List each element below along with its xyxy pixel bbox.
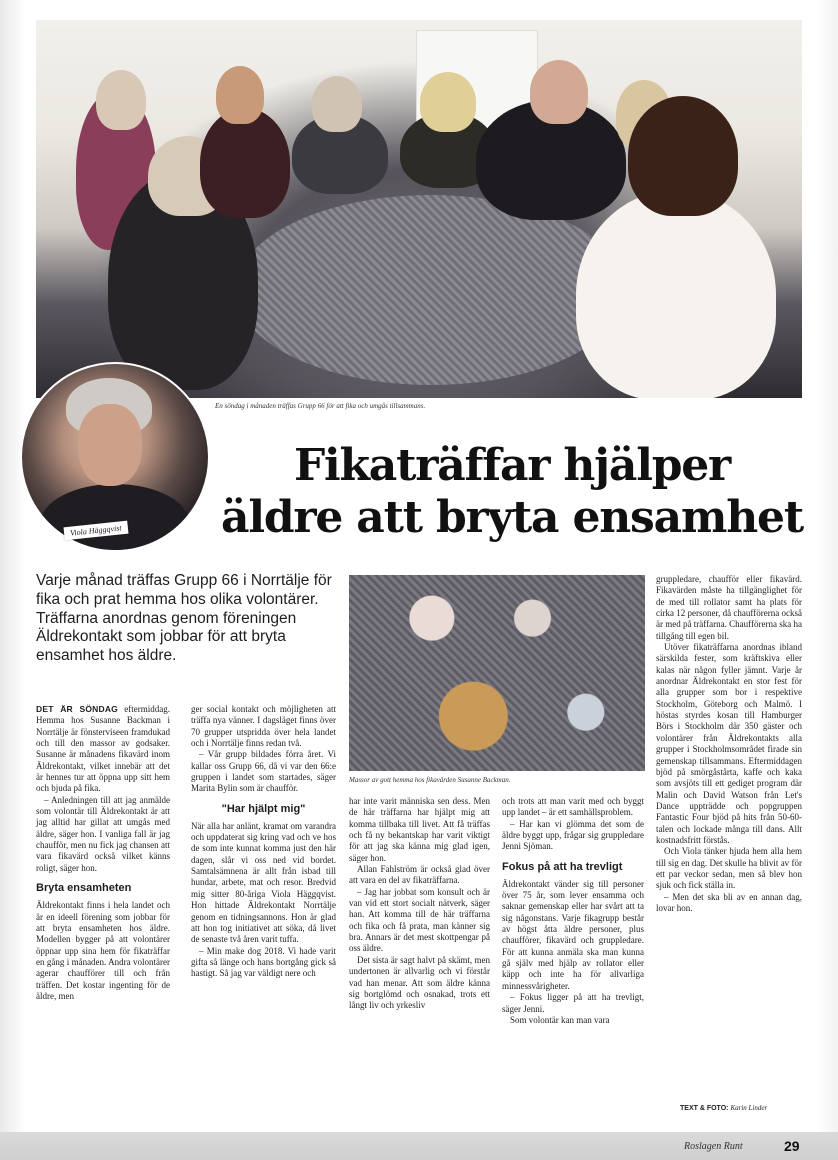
food-photo-caption: Massor av gott hemma hos fikavärden Susanne Backman.	[349, 776, 511, 784]
col1-paragraph-3: Äldrekontakt finns i hela landet och är en ideell förening som jobbar för att bryta ensamheten hos äldre. Modellen bygger på att volontärer öppnar upp sina hem för fikaträffar en gång i månaden. Andra volontärer agerar chaufförer till och från träffen. Det kostar ingenting för de äldre, men	[36, 900, 170, 1001]
main-photo-caption: En söndag i månaden träffas Grupp 66 för att fika och umgås tillsammans.	[215, 402, 426, 410]
byline-label: TEXT & FOTO:	[680, 1105, 729, 1112]
col2-paragraph-3: När alla har anlänt, kramat om varandra och uppdaterat sig kring vad och ve hos de som inte kunnat komma just den här dagen, slår vi oss ned vid bordet. Samtalsämnena är allt från isbad till hundar, arbete, mat och resor. Bredvid mig sitter 80-åriga Viola Häggqvist. Hon hittade Äldrekontakt Norrtälje genom en tidningsannons. Hon är glad att hon tog initiativet att söka, då livet de senaste två åren varit tuffa.	[191, 820, 336, 945]
lead-in: DET ÄR SÖNDAG	[36, 704, 118, 714]
column-3	[349, 796, 490, 1012]
photo-person	[312, 76, 362, 132]
col4-paragraph-3: Äldrekontakt vänder sig till personer över 75 år, som lever ensamma och saknar gemenskap eller har svårt att ta sig någonstans. Varje fikagrupp består av högst åtta äldre personer, plus chaufförer, fikavärd och gruppledare. För att kunna anmäla ska man kunna gå själv med hjälp av rollator eller käpp och inte ha för allvarliga minnessvårigheter.	[502, 878, 644, 991]
photo-person	[420, 72, 476, 132]
headline-line-1: Fikaträffar hjälper	[293, 440, 731, 491]
column-1	[36, 704, 170, 1002]
col3-paragraph-4: Det sista är sagt halvt på skämt, men undertonen är allvarlig och vi förstår vad han menar. Att som äldre känna sig bortglömd och osnakad, trots ett långt liv och yrkesliv	[349, 954, 490, 1011]
photo-person	[576, 190, 776, 398]
col5-paragraph-1: gruppledare, chaufför eller fikavärd. Fikavärden måste ha tillgänglighet för de med till rollator samt ha plats för cirka 12 personer, då chaufförerna också är med på träffarna. Chaufförerna ska ha tillgång till egen bil.	[656, 574, 802, 641]
column-4	[502, 796, 644, 1026]
col5-paragraph-3: Och Viola tänker hjuda hem alla hem till sig en dag. Det skulle ha blivit av för ett par veckor sedan, men så blev hon sjuk och fick ställa in.	[656, 846, 802, 891]
subheading-hjalpt: "Har hjälpt mig"	[221, 802, 306, 815]
portrait-face	[78, 404, 142, 486]
photo-table	[236, 195, 626, 385]
col4-paragraph-2: – Har kan vi glömma det som de äldre byggt upp, frågar sig gruppledare Jenni Sjöman.	[502, 818, 644, 852]
byline	[680, 1104, 767, 1112]
col3-paragraph-3: – Jag har jobbat som konsult och är van vid ett stort socialt nätverk, säger han. Att komma till de här träffarna och fika och få prata, man känner sig bra. Annars är det mest skottpengar på oss äldre.	[349, 886, 490, 954]
portrait-body	[40, 484, 190, 552]
byline-name: Karin Linder	[730, 1104, 768, 1112]
col2-paragraph-4: – Min make dog 2018. Vi hade varit gifta så länge och hans bortgång gick så hastigt. Så jag var väldigt nere och	[191, 945, 336, 979]
ingress: Varje månad träffas Grupp 66 i Norrtälje för fika och prat hemma hos olika volontärer. Träffarna anordnas genom föreningen Äldrekontakt som jobbar för att bryta ensamhet hos äldre.	[36, 572, 332, 665]
col4-paragraph-4: – Fokus ligger på att ha trevligt, säger Jenni.	[502, 992, 644, 1014]
main-photo	[36, 20, 802, 398]
headline-line-2: äldre att bryta ensamhet	[221, 492, 803, 543]
photo-person	[96, 70, 146, 130]
col1-text-1: eftermiddag. Hemma hos Susanne Backman i Norrtälje är fönsterviseen framdukad och till den massor av godsaker. Susanne är månadens fikavärd inom Äldrekontakt, vilket innebär att det är hennes tur att öppna upp sitt hem och bjuda på fika.	[36, 704, 170, 794]
photo-person	[628, 96, 738, 216]
col5-paragraph-2: Utöver fikaträffarna anordnas ibland särskilda fester, som kräftskiva eller kalas när någon fyller jämnt. Varje år anordnar Äldrekontakt en stor fest för alla grupper som bor i respektive Stockholm, Göteborg och Malmö. I höstas styrdes kosan till Hamburger Börs i Stockholm där 350 gäster och volontärer från Äldrekontakts alla grupper i Stockholmsområdet firade sin gemenskap tillsammans. Eftermiddagen bjöd på smörgåstårta, kaffe och kaka som avsjöts till ett gediget program där Malin och David Watson från Let's Dance uppträdde och popgruppen Fantastic Four bjöd på hits från 50-60-talen och lockade många till dans. Allt kostnadsfritt förstås.	[656, 642, 802, 845]
col4-paragraph-5: Som volontär kan man vara	[510, 1014, 610, 1025]
col3-paragraph-1: har inte varit människa sen dess. Men de här träffarna har hjälpt mig att komma tillbaka till livet. Att få träffas och få ny bekantskap har varit viktigt för att jag ska känna mig glad igen, säger hon.	[349, 796, 490, 863]
column-2	[191, 704, 336, 980]
col2-paragraph-1: ger social kontakt och möjligheten att träffa nya vänner. I dagsläget finns över 70 grupper utspridda över hela landet och i Norrtälje finns redan två.	[191, 704, 336, 749]
subheading-fokus: Fokus på att ha trevligt	[502, 860, 623, 873]
col1-paragraph-2: – Anledningen till att jag anmälde som volontär till Äldrekontakt är att jag alltid har gillat att umgås med äldre, säger hon. I vanliga fall är jag chaufför, men nu fick jag chansen att vara fikavärd också vilket känns roligt, säger hon.	[36, 794, 170, 873]
page-number: 29	[784, 1138, 800, 1154]
col2-paragraph-2: – Vår grupp bildades förra året. Vi kallar oss Grupp 66, då vi var den 66:e gruppen i landet som startades, säger Marita Bylin som är chaufför.	[191, 749, 336, 794]
photo-person	[216, 66, 264, 124]
headline	[212, 440, 812, 544]
col1-paragraph-1	[36, 704, 170, 795]
magazine-name: Roslagen Runt	[684, 1141, 743, 1152]
col4-paragraph-1: och trots att man varit med och byggt upp landet – är ett samhällsproblem.	[502, 796, 644, 818]
food-photo	[349, 575, 645, 771]
portrait-label: Viola Häggqvist	[63, 521, 128, 541]
subheading-bryta: Bryta ensamheten	[36, 882, 132, 895]
col5-paragraph-4: – Men det ska bli av en annan dag, lovar hon.	[656, 891, 802, 913]
photo-person	[530, 60, 588, 124]
column-5	[656, 574, 802, 914]
col3-paragraph-2: Allan Fahlström är också glad över att vara en del av fikaträffarna.	[349, 864, 490, 886]
photo-person	[200, 108, 290, 218]
